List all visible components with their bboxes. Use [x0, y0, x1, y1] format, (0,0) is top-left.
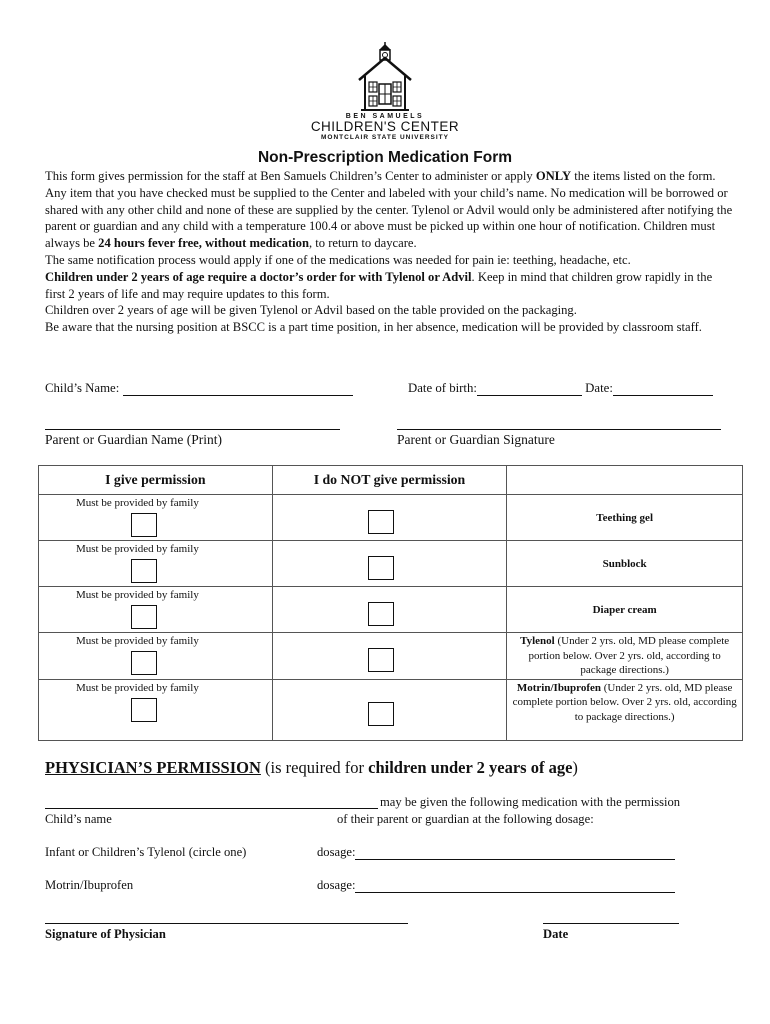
motrin-dosage-field: [317, 878, 675, 893]
provided-by-family-label: Must be provided by family: [76, 635, 199, 647]
table-row: [39, 679, 743, 740]
medication-name: Sunblock: [602, 557, 647, 570]
header-give-permission: I give permission: [39, 466, 273, 495]
table-row: [39, 541, 743, 587]
logo-line3: MONTCLAIR STATE UNIVERSITY: [321, 134, 449, 141]
give-permission-checkbox[interactable]: [131, 605, 157, 629]
deny-permission-checkbox[interactable]: [368, 602, 394, 626]
header-not-give-permission: I do NOT give permission: [272, 466, 507, 495]
provided-by-family-label: Must be provided by family: [76, 681, 199, 694]
tylenol-dosage-input[interactable]: [355, 846, 675, 860]
parent-name-label: Parent or Guardian Name (Print): [45, 432, 222, 447]
child-name-input[interactable]: [123, 382, 353, 396]
deny-permission-checkbox[interactable]: [368, 648, 394, 672]
intro-paragraph-3: Children under 2 years of age require a doctor’s order for with Tylenol or Advil. Keep in mind that children grow rapidly in the first 2 years of life and may require updates to this form.: [45, 269, 713, 301]
center-logo: [310, 40, 460, 142]
parent-signature-label: Parent or Guardian Signature: [397, 432, 555, 447]
table-row: [39, 495, 743, 541]
give-permission-checkbox[interactable]: [131, 513, 157, 537]
physician-child-name-input[interactable]: [45, 808, 378, 809]
physician-date-label: Date: [543, 927, 569, 941]
motrin-dosage-label: Motrin/Ibuprofen: [45, 878, 134, 892]
table-row: [39, 587, 743, 633]
schoolhouse-icon: [353, 40, 417, 112]
date-input[interactable]: [613, 382, 713, 396]
provided-by-family-label: Must be provided by family: [76, 589, 199, 601]
logo-line1: BEN SAMUELS: [345, 113, 425, 120]
table-row: [39, 633, 743, 680]
table-header-row: [39, 466, 743, 495]
date-label: Date:: [585, 381, 613, 395]
dob-input[interactable]: [477, 382, 582, 396]
parent-signature-input[interactable]: [397, 429, 721, 430]
child-name-label: Child’s Name:: [45, 381, 120, 395]
give-permission-checkbox[interactable]: [131, 651, 157, 675]
physician-line1-text: may be given the following medication with the permission: [380, 795, 681, 809]
permission-table: [38, 465, 743, 741]
parent-name-input[interactable]: [45, 429, 340, 430]
give-permission-checkbox[interactable]: [131, 698, 157, 722]
dob-label: Date of birth:: [408, 381, 477, 395]
provided-by-family-label: Must be provided by family: [76, 543, 199, 555]
tylenol-dosage-label: Infant or Children’s Tylenol (circle one): [45, 845, 247, 859]
intro-paragraph-4: Children over 2 years of age will be given Tylenol or Advil based on the table provided on the packaging.: [45, 303, 577, 318]
dosage-label: dosage:: [317, 878, 356, 892]
medication-name: Diaper cream: [592, 603, 657, 616]
physician-child-name-label: Child’s name: [45, 812, 112, 826]
child-name-field: [45, 381, 353, 396]
deny-permission-checkbox[interactable]: [368, 556, 394, 580]
medication-description: Motrin/Ibuprofen (Under 2 yrs. old, MD please complete portion below. Over 2 yrs. old, according to package directions.): [512, 681, 737, 723]
logo-line2: CHILDREN'S CENTER: [310, 119, 460, 134]
header-medication: [507, 466, 743, 495]
give-permission-checkbox[interactable]: [131, 559, 157, 583]
deny-permission-checkbox[interactable]: [368, 510, 394, 534]
form-title: Non-Prescription Medication Form: [257, 149, 513, 166]
medication-name: Teething gel: [596, 511, 654, 524]
physician-line2-text: of their parent or guardian at the following dosage:: [337, 812, 594, 826]
tylenol-dosage-field: [317, 845, 675, 860]
intro-text: [45, 168, 735, 336]
provided-by-family-label: Must be provided by family: [76, 497, 199, 509]
intro-paragraph-1: This form gives permission for the staff at Ben Samuels Children’s Center to administer or apply ONLY the items listed on the form. Any item that you have checked must be supplied to the Center and labeled with your child’s name. No medication will be borrowed or shared with any other child and none of these are supplied by the center. Tylenol or Advil would only be administered after notifying the parent or guardian and any child with a temperature 100.4 or above must be picked up within one hour of notification. Children must always be 24 hours fever free, without medication, to return to daycare.: [45, 169, 733, 251]
intro-paragraph-2: The same notification process would apply if one of the medications was needed for pain ie: teething, headache, etc.: [45, 252, 631, 267]
physician-heading: PHYSICIAN’S PERMISSION (is required for children under 2 years of age): [45, 758, 578, 777]
physician-signature-input[interactable]: [45, 923, 408, 924]
deny-permission-checkbox[interactable]: [368, 702, 394, 726]
physician-date-input[interactable]: [543, 923, 679, 924]
medication-description: Tylenol (Under 2 yrs. old, MD please complete portion below. Over 2 yrs. old, according to package directions.): [520, 635, 730, 676]
dosage-label: dosage:: [317, 845, 356, 859]
intro-paragraph-5: Be aware that the nursing position at BSCC is a part time position, in her absence, medication will be provided by classroom staff.: [45, 320, 702, 335]
physician-signature-label: Signature of Physician: [45, 927, 166, 941]
motrin-dosage-input[interactable]: [355, 879, 675, 893]
dob-field: [408, 381, 713, 396]
